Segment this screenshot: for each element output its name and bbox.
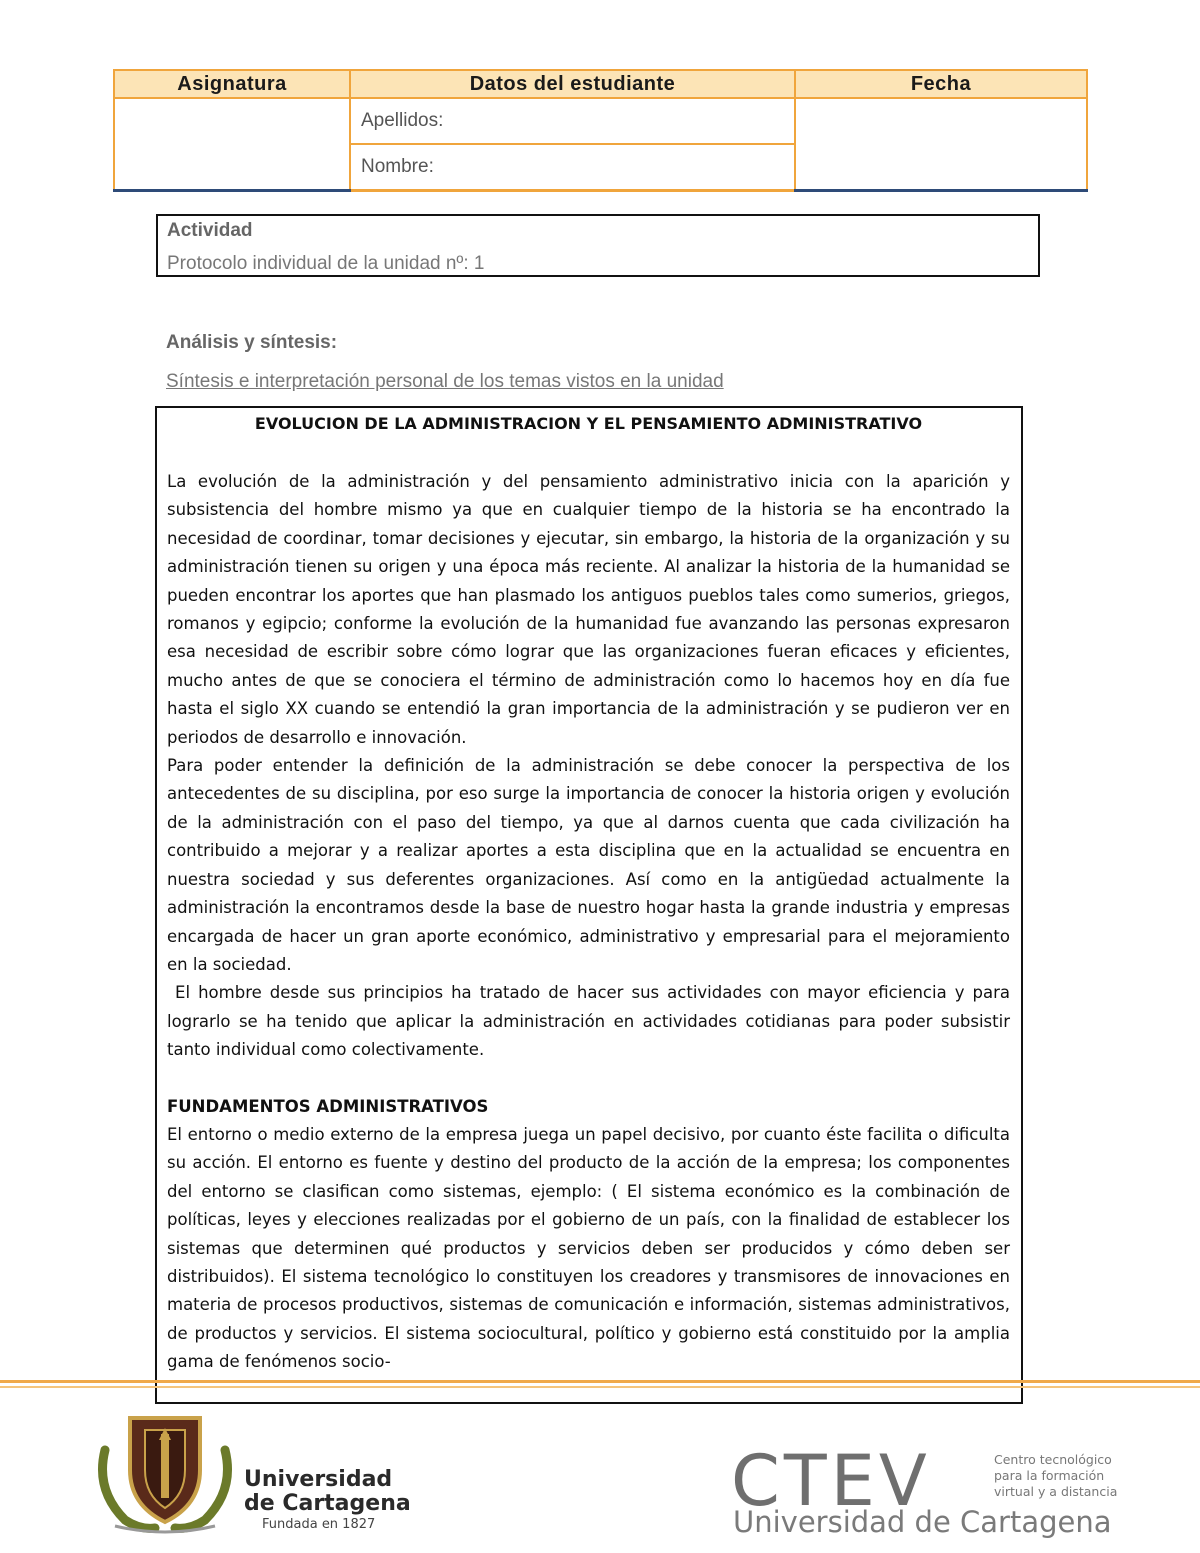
subject-header: Asignatura [114,70,350,98]
name-label: Nombre: [361,155,434,177]
student-info-table [113,69,1088,192]
analysis-heading: Análisis y síntesis: [166,332,338,353]
surname-field[interactable] [350,98,795,144]
footer-divider [0,1380,1200,1383]
ctev-tagline-line-1: Centro tecnológico [994,1452,1112,1467]
footer-divider-secondary [0,1386,1200,1388]
ctev-tagline [994,1452,1124,1500]
university-founded: Fundada en 1827 [262,1517,376,1532]
ctev-tagline-line-3: virtual y a distancia [994,1484,1118,1499]
essay-title: EVOLUCION DE LA ADMINISTRACION Y EL PENSAMIENTO ADMINISTRATIVO [254,414,923,433]
university-shield-icon [95,1410,235,1538]
university-name-line-1: Universidad [244,1467,393,1492]
name-field[interactable] [350,144,795,191]
essay-paragraph-1: La evolución de la administración y del pensamiento administrativo inicia con la aparición y subsistencia del hombre mismo ya que en cualquier tiempo de la historia se ha encontrado la necesidad de coordinar, tomar decisiones y ejecutar, sin embargo, la historia de la organización y su administración tienen su origen y una época más reciente. Al analizar la historia de la humanidad se pueden encontrar los aportes que han plasmado los antiguos pueblos tales como sumerios, griegos, romanos y egipcio; conforme la evolución de la humanidad fue avanzando las personas expresaron esa necesidad de escribir sobre cómo lograr que las organizaciones fueran eficaces y eficientes, mucho antes de que se conociera el término de administración como lo hacemos hoy en día fue hasta el siglo XX cuando se entendió la gran importancia de la administración y se pudieron ver en periodos de desarrollo e innovación. [167,472,1010,747]
date-field[interactable] [795,98,1087,191]
subject-field[interactable] [114,98,350,191]
university-name [244,1468,411,1516]
section-heading-fundamentos: FUNDAMENTOS ADMINISTRATIVOS [167,1096,489,1116]
header-row [114,70,1087,98]
essay-paragraph-2: Para poder entender la definición de la administración se debe conocer la perspectiva de los antecedentes de su disciplina, por eso surge la importancia de conocer la historia origen y evolución de la administración con el paso del tiempo, ya que al darnos cuenta que cada civilización ha contribuido a mejorar y a realizar aportes a esta disciplina que en la actualidad se encuentra en nuestra sociedad y sus deferentes organizaciones. Así como en la antigüedad actualmente la administración la encontramos desde la base de nuestro hogar hasta la grande industria y empresas encargada de hacer un gran aporte económico, administrativo y empresarial para el mejoramiento en la sociedad. [167,756,1010,974]
essay-paragraph-4: El entorno o medio externo de la empresa juega un papel decisivo, por cuanto éste facilita o dificulta su acción. El entorno es fuente y destino del producto de la acción de la empresa; los componentes del entorno se clasifican como sistemas, ejemplo: ( El sistema económico es la combinación de políticas, leyes y elecciones realizadas por el gobierno de un país, con la finalidad de establecer los sistemas que determinen qué productos y servicios deben ser producidos y cómo deben ser distribuidos). El sistema tecnológico lo constituyen los creadores y transmisores de innovaciones en materia de procesos productivos, sistemas de comunicación e información, sistemas administrativos, de productos y servicios. El sistema sociocultural, político y gobierno está constituido por la amplia gama de fenómenos socio- [167,1124,1010,1372]
student-data-header: Datos del estudiante [350,70,795,98]
surname-label: Apellidos: [361,109,444,131]
activity-description: Protocolo individual de la unidad nº: 1 [167,253,485,274]
essay-box [155,406,1023,1404]
activity-box [156,214,1040,277]
essay-paragraph-3: El hombre desde sus principios ha tratado de hacer sus actividades con mayor eficiencia y para lograrlo se ha tenido que aplicar la administración en actividades cotidianas para poder subsistir tanto individual como colectivamente. [167,983,1016,1060]
activity-title: Actividad [167,220,253,241]
analysis-subtitle: Síntesis e interpretación personal de los temas vistos en la unidad [166,371,724,392]
ctev-logo: CTEV [731,1440,931,1522]
ctev-tagline-line-2: para la formación [994,1468,1105,1483]
date-header: Fecha [795,70,1087,98]
university-name-line-2: de Cartagena [244,1491,411,1516]
ctev-university-name: Universidad de Cartagena [733,1505,1112,1539]
